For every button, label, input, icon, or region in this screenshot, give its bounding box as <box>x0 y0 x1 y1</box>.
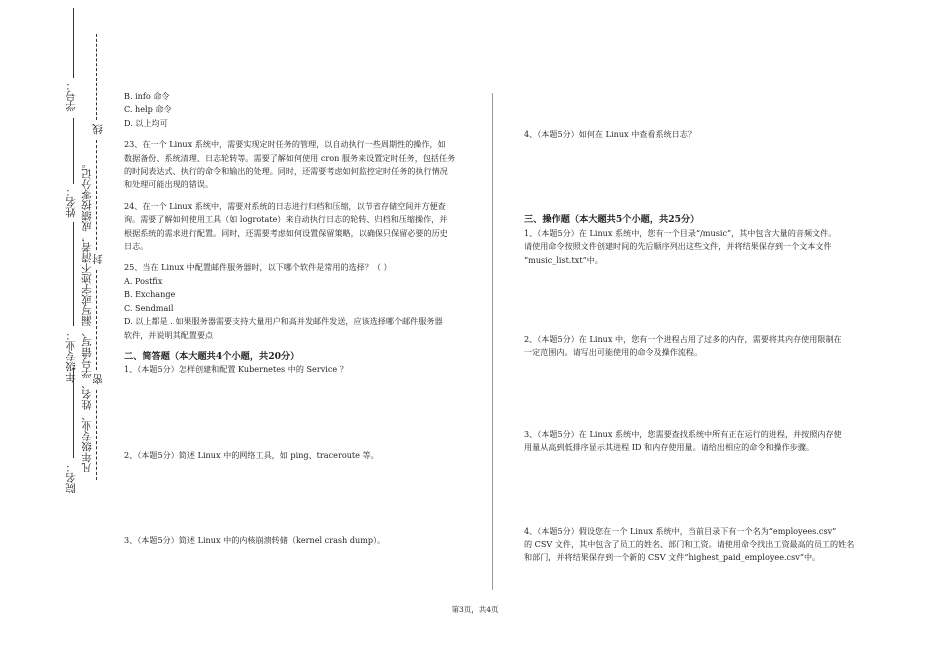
student-no-label: 学号： <box>65 80 77 112</box>
school-label: 院名： <box>65 462 77 494</box>
question-23-line: 和处理可能出现的错误。 <box>124 179 214 190</box>
short-answer-3: 3、（本题5分）简述 Linux 中的内核崩溃转储（kernel crash dump）。 <box>124 535 386 546</box>
question-23-line: 数据备份、系统清理、日志轮转等。需要了解如何使用 cron 服务来设置定时任务，包括任务 <box>124 152 456 163</box>
column-divider <box>492 93 493 590</box>
question-25-option-a: A. Postfix <box>124 275 163 286</box>
seal-line-lower <box>96 270 97 370</box>
question-25-option-b: B. Exchange <box>124 289 176 300</box>
question-24-line: 24、在一个 Linux 系统中，需要对系统的日志进行归档和压缩，以节省存储空间并方便查 <box>124 200 446 211</box>
operation-4-line: 的 CSV 文件，其中包含了员工的姓名、部门和工资。请使用命令找出工资最高的员工的姓名 <box>524 539 855 550</box>
binding-notice: 凡年级专业、姓名、学号错写、漏写或字迹不清者，成绩按零分记。 <box>81 158 93 473</box>
operation-4-line: 和部门，并将结果保存到一个新的 CSV 文件“highest_paid_employee.csv”中。 <box>524 552 821 563</box>
section-2-title: 二、简答题（本大题共4个小题，共20分） <box>124 350 300 362</box>
operation-1-line: “music_list.txt”中。 <box>524 254 603 265</box>
binding-margin <box>0 0 110 672</box>
operation-2-line: 一定范围内。请写出可能使用的命令及操作流程。 <box>524 347 703 358</box>
option-d: D. 以上均可 <box>124 117 168 128</box>
question-23-line: 的时间表达式、执行的命令和输出的处理。同时，还需要考虑如何监控定时任务的执行情况 <box>124 166 448 177</box>
operation-3-line: 3、（本题5分）在 Linux 系统中，您需要查找系统中所有正在运行的进程，并按照内存使 <box>524 428 842 439</box>
left-column <box>124 90 472 548</box>
operation-1-line: 请使用命令按照文件创建时间的先后顺序列出这些文件，并将结果保存到一个文本文件 <box>524 241 832 252</box>
student-no-blank <box>73 8 74 78</box>
question-25-option-d: 软件，并说明其配置要点 <box>124 329 214 340</box>
seal-char-xian: 线 <box>92 124 104 135</box>
question-25-stem: 25、当在 Linux 中配置邮件服务器时，以下哪个软件是常用的选择？（ ） <box>124 262 392 273</box>
major-blank <box>73 222 74 326</box>
seal-line-top <box>96 34 97 120</box>
seal-char-feng: 封 <box>92 254 104 265</box>
name-blank <box>73 118 74 184</box>
question-24-line: 询。需要了解如何使用工具（如 logrotate）来自动执行日志的轮转、归档和压缩操作，并 <box>124 214 448 225</box>
option-c: C. help 命令 <box>124 104 172 115</box>
short-answer-4: 4、（本题5分）如何在 Linux 中查看系统日志？ <box>524 129 696 139</box>
question-24-line: 根据系统的需求进行配置。同时，还需要考虑如何设置保留策略，以确保只保留必要的历史 <box>124 227 448 238</box>
page-number: 第3页，共4页 <box>451 605 499 614</box>
operation-3-line: 用量从高到低排序显示其进程 ID 和内存使用量。请给出相应的命令和操作步骤。 <box>524 442 815 453</box>
option-b: B. info 命令 <box>124 91 170 101</box>
operation-4-line: 4、（本题5分）假设您在一个 Linux 系统中，当前目录下有一个名为“employees.csv” <box>524 525 837 536</box>
operation-1-line: 1、（本题5分）在 Linux 系统中，您有一个目录“/music”，其中包含大量的音频文件。 <box>524 227 837 238</box>
short-answer-2: 2、（本题5分）简述 Linux 中的网络工具，如 ping、traceroute 等。 <box>124 449 379 460</box>
right-column <box>524 128 864 565</box>
seal-line-middle <box>96 140 97 250</box>
major-label: 年级专业： <box>65 330 77 383</box>
seal-line-bottom <box>96 390 97 480</box>
operation-2-line: 2、（本题5分）在 Linux 中，您有一个进程占用了过多的内存，需要将其内存使用限制在 <box>524 334 842 345</box>
section-3-title: 三、操作题（本大题共5个小题，共25分） <box>524 214 700 226</box>
question-25-option-c: C. Sendmail <box>124 302 174 313</box>
question-24-line: 日志。 <box>124 241 149 252</box>
short-answer-1: 1、（本题5分）怎样创建和配置 Kubernetes 中的 Service ？ <box>124 364 348 375</box>
school-blank <box>73 368 74 458</box>
name-label: 姓名： <box>65 186 77 218</box>
question-25-option-d: D. 以上都是 . 如果服务器需要支持大量用户和高并发邮件发送，应该选择哪个邮件服务器 <box>124 316 443 327</box>
seal-char-mi: 密 <box>92 374 104 385</box>
question-23-line: 23、在一个 Linux 系统中，需要实现定时任务的管理，以自动执行一些周期性的操作，如 <box>124 139 446 150</box>
